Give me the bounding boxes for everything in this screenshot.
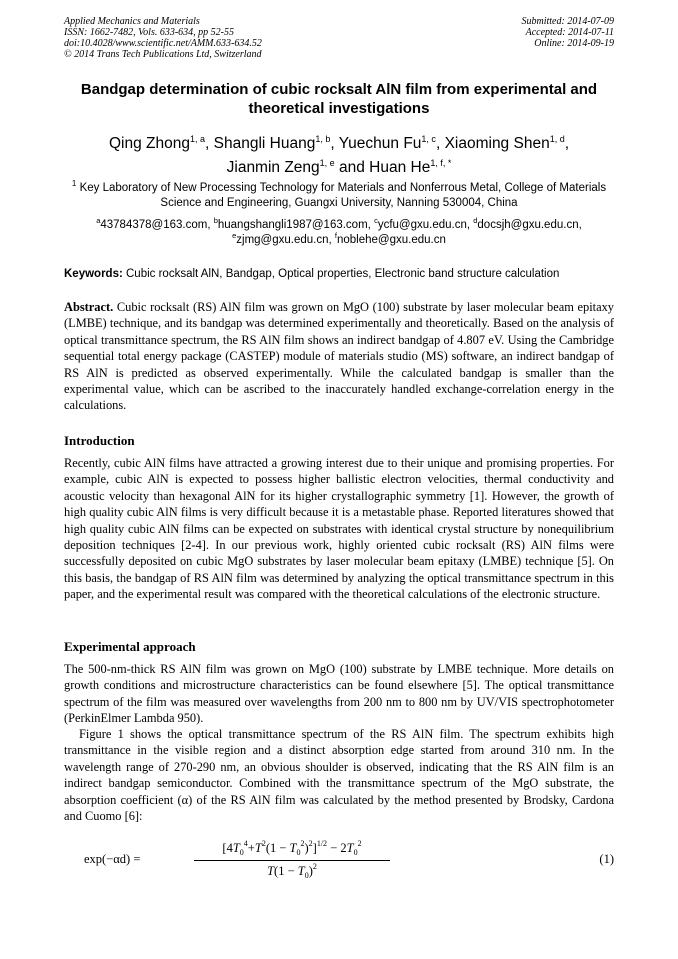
online-date: Online: 2014-09-19	[534, 38, 614, 49]
experimental-paragraph-2: Figure 1 shows the optical transmittance spectrum of the RS AlN film. The spectrum exhibits high transmittance in the visible region and a distinct absorption edge started from around 310 nm. In the wavelength range of 270-290 nm, an obvious shoulder is observed, indicating that the RS AlN film is an indirect bandgap semiconductor. Combined with the transmittance spectrum of the MgO substrate, the absorption coefficient (α) of the RS AlN film was calculated by the method presented by Brodsky, Cardona and Cuomo [6]:	[64, 727, 614, 824]
author: Qing Zhong$^{1, a}$,	[108, 134, 214, 152]
journal-issn: ISSN: 1662-7482, Vols. 633-634, pp 52-55	[64, 27, 234, 38]
equation-1	[64, 838, 614, 884]
submitted-date: Submitted: 2014-07-09	[521, 16, 614, 27]
accepted-date: Accepted: 2014-07-11	[525, 27, 614, 38]
equation-lhs: exp(−αd) =	[84, 852, 141, 866]
experimental-paragraph-1: The 500-nm-thick RS AlN film was grown on MgO (100) substrate by LMBE technique. More details on growth conditions and microstructure characteristics can be found elsewhere [5]. The optical transmittance spectrum of the film was measured over wavelengths from 200 nm to 800 nm by UV/VIS spectrophotometer (PerkinElmer Lambda 950).	[64, 662, 614, 726]
author: Shangli Huang$^{1, b}$,	[213, 134, 339, 152]
experimental-heading: Experimental approach	[64, 639, 196, 654]
author: Jianmin Zeng$^{1, e}$ and	[226, 158, 370, 176]
submission-dates	[522, 16, 615, 49]
introduction-text: Recently, cubic AlN films have attracted a growing interest due to their unique and promising properties. For example, cubic AlN is expected to possess higher ballistic electron velocities, thermal conductivity and acoustic velocity than hexagonal AlN for its higher crystallographic symmetry [1]. However, the growth of high quality cubic AlN films is very difficult because it is a metastable phase. Reported literatures showed that high quality cubic AlN films can be expected on substrates with identical crystal structure by nonequilibrium deposition techniques [2-4]. In our previous work, highly oriented cubic rocksalt (RS) AlN films were successfully deposited on cubic MgO substrates by laser molecular beam epitaxy (LMBE) technique [5]. On this basis, the bandgap of RS AlN film was determined by analyzing the optical transmittance spectrum in this paper, and the experimental result was compared with the theoretical calculations of the electronic structure.	[64, 456, 614, 602]
equation-denominator: $T(1 - T_0)^2$	[267, 862, 317, 880]
abstract	[64, 299, 614, 414]
journal-info	[64, 16, 262, 60]
author: Huan $He^{1, f, *}$	[369, 158, 452, 176]
equation-numerator: $[4T_0^4+T^2(1 - T_0^2)^2]^{1/2} - 2T_0^2$	[222, 839, 362, 857]
fraction-bar	[194, 860, 390, 861]
author: Yuechun Fu$^{1, c}$,	[338, 134, 445, 152]
journal-doi: doi:10.4028/www.scientific.net/AMM.633-634.52	[64, 38, 262, 49]
affiliation: $^1$ Key Laboratory of New Processing Technology for Materials and Nonferrous Metal, College of Materials Science and Engineering, Guangxi University, Nanning 530004, China	[71, 179, 607, 209]
journal-header	[64, 16, 614, 66]
abstract-text: Cubic rocksalt (RS) AlN film was grown on MgO (100) substrate by laser molecular beam epitaxy (LMBE) technique, and its bandgap was determined experimentally and theoretically. Based on the analysis of optical transmittance spectrum, the RS AlN film shows an indirect bandgap of 4.807 eV. Using the Cambridge sequential total energy package (CASTEP) module of materials studio (MS) software, an indirect bandgap of RS AlN is predicted as observed experimentally. While the calculated bandgap is smaller than the experimental value, which can be ascribed to the inaccurately handled exchange-correlation energy in the calculations.	[64, 300, 614, 413]
author: Xiaoming Shen$^{1, d}$,	[444, 134, 570, 152]
abstract-label: Abstract.	[64, 300, 114, 314]
email: $^d$docsjh@gxu.edu.cn,	[473, 216, 582, 231]
email: $^f$noblehe@gxu.edu.cn	[334, 231, 446, 246]
keywords-text: Cubic rocksalt AlN, Bandgap, Optical properties, Electronic band structure calculation	[126, 268, 560, 280]
keywords	[64, 267, 614, 282]
paper-title: Bandgap determination of cubic rocksalt AlN film from experimental and theoretical investigations	[80, 81, 598, 117]
keywords-label: Keywords:	[64, 268, 123, 280]
email: $^b$huangshangli1987@163.com,	[213, 216, 375, 231]
email: $^c$ycfu@gxu.edu.cn,	[374, 216, 474, 231]
journal-copyright: © 2014 Trans Tech Publications Ltd, Switzerland	[64, 49, 262, 60]
author-list	[60, 132, 618, 180]
journal-name: Applied Mechanics and Materials	[64, 16, 200, 27]
equation-number: (1)	[599, 852, 614, 866]
email: $^e$zjmg@gxu.edu.cn,	[232, 231, 335, 246]
email: $^a$43784378@163.com,	[96, 216, 214, 231]
email-list	[64, 218, 614, 248]
introduction-heading: Introduction	[64, 433, 135, 448]
